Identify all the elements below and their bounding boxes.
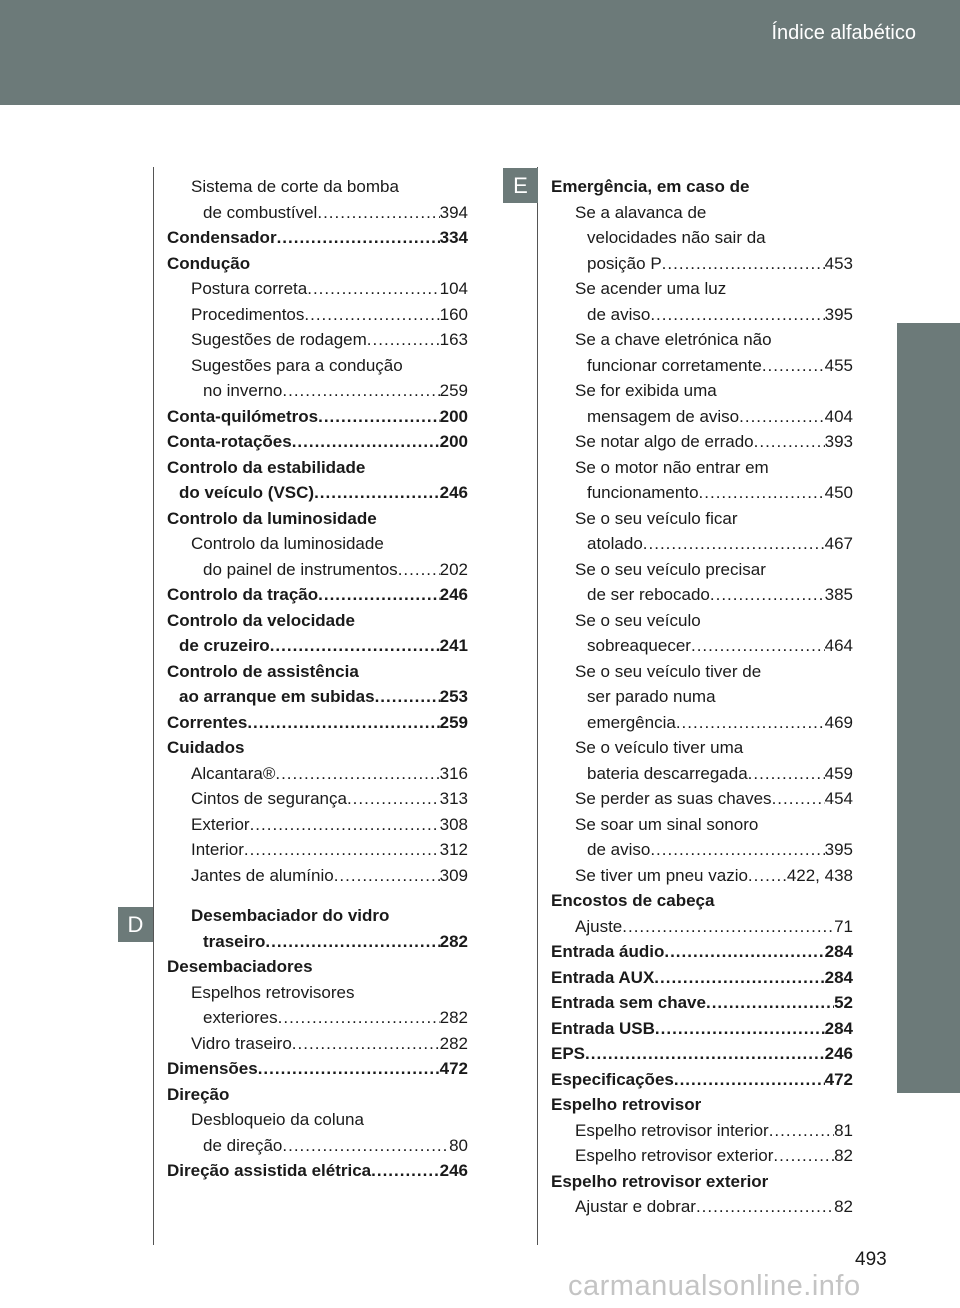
index-entry-page: 259 [439,712,468,732]
index-entry-term: funcionar corretamente [587,355,762,375]
section-letter-d: D [118,907,153,942]
index-entry [551,1118,853,1144]
dot-leader [292,429,440,455]
dot-leader [696,1194,834,1220]
dot-leader [710,582,825,608]
index-entry [551,582,853,608]
watermark: carmanualsonline.info [568,1270,861,1302]
index-column-right [551,174,853,1220]
index-entry-page: 282 [439,931,468,951]
index-entry-term: de cruzeiro [179,636,270,655]
index-entry-term: Se o seu veículo precisar [575,559,766,579]
index-entry [167,378,468,404]
index-entry [167,903,468,929]
index-entry [551,659,853,685]
dot-leader [662,251,825,277]
index-entry-page: 284 [824,1018,853,1038]
dot-leader [643,531,825,557]
index-entry-page: 472 [439,1059,468,1078]
index-entry-page: 309 [439,865,468,885]
index-entry-term: de combustível [203,202,318,222]
index-entry [167,251,468,277]
index-entry-page: 334 [439,228,468,247]
index-entry-page: 422, 438 [786,865,853,885]
index-entry [551,1169,853,1195]
dot-leader [739,404,824,430]
index-entry [167,1158,468,1184]
index-entry-term: Se a chave eletrónica não [575,330,772,349]
dot-leader [748,761,825,787]
index-entry-term: Espelho retrovisor exterior [551,1171,769,1191]
index-entry-page: 454 [824,789,853,808]
index-entry-page: 467 [824,534,853,553]
index-entry-term: Encostos de cabeça [551,891,715,910]
index-entry-term: Entrada áudio [551,942,665,961]
index-side-tab [897,323,960,1093]
index-entry [551,1067,853,1093]
index-entry-term: Correntes [167,712,248,732]
column-divider-left [153,167,154,1245]
dot-leader [655,1016,825,1042]
index-entry [167,353,468,379]
index-entry-term: posição P [587,253,662,273]
index-entry-term: Se perder as suas chaves [575,789,772,808]
index-entry [167,954,468,980]
dot-leader [691,633,825,659]
dot-leader [250,812,440,838]
dot-leader [674,1067,825,1093]
index-entry-term: Controlo da tração [167,585,319,604]
index-entry [551,251,853,277]
index-entry-page: 284 [824,942,853,961]
dot-leader [375,684,440,710]
dot-leader [307,276,439,302]
index-entry-term: exteriores [203,1008,278,1027]
index-entry-term: emergência [587,712,676,732]
index-entry [551,710,853,736]
dot-leader [278,1005,440,1031]
index-entry-term: Dimensões [167,1059,258,1078]
index-entry-term: Se tiver um pneu vazio [575,865,748,885]
index-entry-term: Se for exibida uma [575,381,717,400]
index-entry [551,786,853,812]
index-entry [167,1031,468,1057]
index-entry-term: funcionamento [587,483,699,502]
index-entry-term: de aviso [587,840,651,859]
index-entry [551,837,853,863]
index-entry [551,608,853,634]
dot-leader [706,990,834,1016]
dot-leader [277,225,440,251]
dot-leader [650,302,824,328]
index-entry-term: Espelho retrovisor exterior [575,1146,774,1165]
dot-leader [371,1158,440,1184]
dot-leader [265,929,439,955]
dot-leader [754,429,825,455]
index-entry [551,863,853,889]
index-entry-term: Interior [191,840,244,859]
index-entry-term: traseiro [203,931,266,951]
index-entry-term: ao arranque em subidas [179,687,375,706]
dot-leader [398,557,440,583]
index-entry-page: 464 [824,636,853,655]
index-entry-page: 200 [439,432,468,451]
dot-leader [772,786,825,812]
index-entry [551,965,853,991]
index-entry-term: Alcantara® [191,763,276,783]
index-entry [551,914,853,940]
index-entry-term: bateria descarregada [587,763,748,783]
index-entry-page: 246 [824,1044,853,1063]
index-entry [551,506,853,532]
index-entry-page: 282 [439,1008,468,1027]
index-entry [551,684,853,710]
index-entry-page: 395 [824,304,853,324]
index-entry-term: Se acender uma luz [575,279,727,298]
dot-leader [347,786,440,812]
index-entry-page: 313 [439,789,468,808]
index-entry-term: Cintos de segurança [191,789,347,808]
index-entry [551,225,853,251]
page-number: 493 [855,1249,887,1270]
index-entry-page: 246 [439,1161,468,1180]
index-entry [551,1092,853,1118]
index-entry [167,980,468,1006]
index-entry [167,1107,468,1133]
index-entry-page: 316 [439,763,468,783]
index-entry-page: 259 [439,381,468,400]
index-entry-term: EPS [551,1044,586,1063]
index-entry-term: Postura correta [191,279,308,298]
column-divider-middle [537,167,538,1245]
index-entry-term: Se a alavanca de [575,202,707,222]
index-entry [551,735,853,761]
index-entry [167,684,468,710]
index-entry [551,302,853,328]
index-entry-page: 246 [439,483,468,502]
index-entry-page: 472 [824,1069,853,1089]
index-entry-page: 385 [824,585,853,604]
index-entry-term: Desbloqueio da coluna [191,1110,364,1129]
dot-leader [275,761,439,787]
index-entry [551,1016,853,1042]
index-entry-term: Desembaciadores [167,957,313,976]
index-entry-page: 163 [439,330,468,349]
spacer [167,888,468,903]
index-entry [167,633,468,659]
index-entry [167,1005,468,1031]
dot-leader [748,863,787,889]
index-entry-term: Sugestões para a condução [191,355,403,375]
dot-leader [585,1041,825,1067]
index-entry-term: Controlo da luminosidade [167,508,377,528]
index-entry-page: 393 [824,432,853,451]
index-entry-page: 453 [824,253,853,273]
index-entry-term: Entrada sem chave [551,993,706,1012]
index-entry [551,812,853,838]
index-entry-term: Condução [167,253,251,273]
page-title: Índice alfabético [771,22,916,44]
index-entry-term: mensagem de aviso [587,406,740,426]
index-entry-term: Jantes de alumínio [191,865,334,885]
index-entry-term: Se o veículo tiver uma [575,738,744,757]
index-entry [167,174,468,200]
index-entry-page: 160 [439,304,468,324]
index-entry-term: Procedimentos [191,304,305,324]
index-entry-page: 394 [439,202,468,222]
index-entry-term: velocidades não sair da [587,228,766,247]
index-entry [551,480,853,506]
index-entry-page: 80 [449,1135,468,1155]
index-entry [167,1082,468,1108]
dot-leader [622,914,834,940]
index-entry [167,276,468,302]
index-entry [551,404,853,430]
index-entry-term: Direção [167,1084,230,1104]
index-entry [551,429,853,455]
index-entry [167,710,468,736]
index-entry [551,276,853,302]
index-entry-term: do veículo (VSC) [179,483,315,502]
index-entry-term: de ser rebocado [587,585,710,604]
index-entry-page: 308 [439,814,468,834]
dot-leader [664,939,824,965]
index-entry-term: Exterior [191,814,250,834]
dot-leader [317,200,439,226]
index-entry [167,531,468,557]
index-entry-page: 52 [834,993,853,1012]
index-entry [167,837,468,863]
index-entry [167,429,468,455]
index-column-left [167,174,468,1184]
index-entry-page: 282 [439,1033,468,1053]
index-entry-term: Condensador [167,228,277,247]
index-entry [551,455,853,481]
index-entry-term: Desembaciador do vidro [191,906,390,925]
index-entry-page: 450 [824,483,853,502]
index-entry-page: 455 [824,355,853,375]
index-entry [167,1133,468,1159]
index-entry-page: 284 [824,967,853,987]
header-band [0,0,960,105]
dot-leader [773,1143,834,1169]
dot-leader [318,404,440,430]
index-entry-term: Controlo da luminosidade [191,534,384,553]
dot-leader [314,480,440,506]
index-entry [551,200,853,226]
index-entry-page: 246 [439,585,468,604]
dot-leader [762,353,825,379]
index-entry-term: do painel de instrumentos [203,559,398,579]
index-entry-term: de direção [203,1135,283,1155]
index-entry [167,480,468,506]
index-entry [167,863,468,889]
index-entry-page: 312 [439,840,468,859]
index-entry-page: 469 [824,712,853,732]
index-entry-term: Espelhos retrovisores [191,982,355,1002]
index-entry [167,659,468,685]
index-entry-page: 71 [834,916,853,936]
index-entry [167,557,468,583]
index-entry [167,735,468,761]
index-entry [167,327,468,353]
index-entry-term: Conta-quilómetros [167,406,319,426]
index-entry-page: 81 [834,1120,853,1140]
index-entry [167,608,468,634]
index-entry [167,761,468,787]
index-entry-term: Espelho retrovisor interior [575,1120,769,1140]
dot-leader [334,863,440,889]
index-entry-page: 404 [824,406,853,426]
index-entry-term: Se o seu veículo tiver de [575,661,762,681]
index-entry [551,353,853,379]
index-entry-term: Sistema de corte da bomba [191,177,399,196]
dot-leader [282,378,439,404]
index-entry [551,633,853,659]
index-entry-page: 459 [824,763,853,783]
index-entry [551,1041,853,1067]
index-entry [551,761,853,787]
index-entry-term: Cuidados [167,738,245,757]
index-entry-term: Especificações [551,1069,674,1089]
index-entry [551,888,853,914]
index-entry-page: 395 [824,840,853,859]
index-entry [167,200,468,226]
index-entry [167,225,468,251]
dot-leader [654,965,824,991]
dot-leader [318,582,440,608]
index-entry [551,174,853,200]
index-entry [551,939,853,965]
index-entry-page: 82 [834,1197,853,1216]
index-entry [167,1056,468,1082]
index-entry [167,812,468,838]
index-entry-term: Se notar algo de errado [575,432,754,451]
index-entry-term: Controlo da estabilidade [167,457,366,477]
index-entry-term: Entrada AUX [551,967,655,987]
index-entry-page: 253 [439,687,468,706]
index-entry [167,582,468,608]
dot-leader [258,1056,440,1082]
dot-leader [282,1133,449,1159]
index-entry-term: Conta-rotações [167,432,292,451]
dot-leader [699,480,825,506]
index-entry [551,531,853,557]
index-entry-page: 104 [439,279,468,298]
index-entry-term: Se o seu veículo ficar [575,508,738,528]
index-entry-page: 200 [439,406,468,426]
dot-leader [304,302,439,328]
index-entry-term: Controlo de assistência [167,661,359,681]
dot-leader [367,327,440,353]
index-entry-term: de aviso [587,304,651,324]
index-entry-term: Se o motor não entrar em [575,457,769,477]
index-entry [167,302,468,328]
index-entry-term: ser parado numa [587,687,716,706]
index-entry [167,404,468,430]
index-entry [551,557,853,583]
index-entry-term: Ajustar e dobrar [575,1197,696,1216]
index-entry-term: Espelho retrovisor [551,1095,702,1114]
index-entry-term: Ajuste [575,916,623,936]
dot-leader [247,710,439,736]
index-entry-page: 82 [834,1146,853,1165]
index-entry-term: Direção assistida elétrica [167,1161,372,1180]
index-entry [551,327,853,353]
dot-leader [270,633,440,659]
index-entry-page: 202 [439,559,468,579]
index-entry-term: atolado [587,534,643,553]
dot-leader [769,1118,834,1144]
dot-leader [292,1031,440,1057]
index-entry-term: Controlo da velocidade [167,610,355,630]
index-entry-term: Vidro traseiro [191,1033,292,1053]
index-entry [167,506,468,532]
section-letter-e: E [503,168,538,203]
index-entry [551,378,853,404]
index-entry [167,786,468,812]
dot-leader [650,837,824,863]
index-entry-page: 241 [439,636,468,655]
index-entry [167,929,468,955]
index-entry-term: sobreaquecer [587,636,691,655]
index-entry-term: Entrada USB [551,1018,655,1038]
index-entry [167,455,468,481]
index-entry-term: Se o seu veículo [575,610,701,630]
index-entry [551,1143,853,1169]
index-entry-term: no inverno [203,381,283,400]
index-entry-term: Sugestões de rodagem [191,330,367,349]
index-entry [551,990,853,1016]
dot-leader [244,837,440,863]
index-entry [551,1194,853,1220]
index-entry-term: Emergência, em caso de [551,177,750,196]
index-entry-term: Se soar um sinal sonoro [575,814,759,834]
dot-leader [676,710,825,736]
